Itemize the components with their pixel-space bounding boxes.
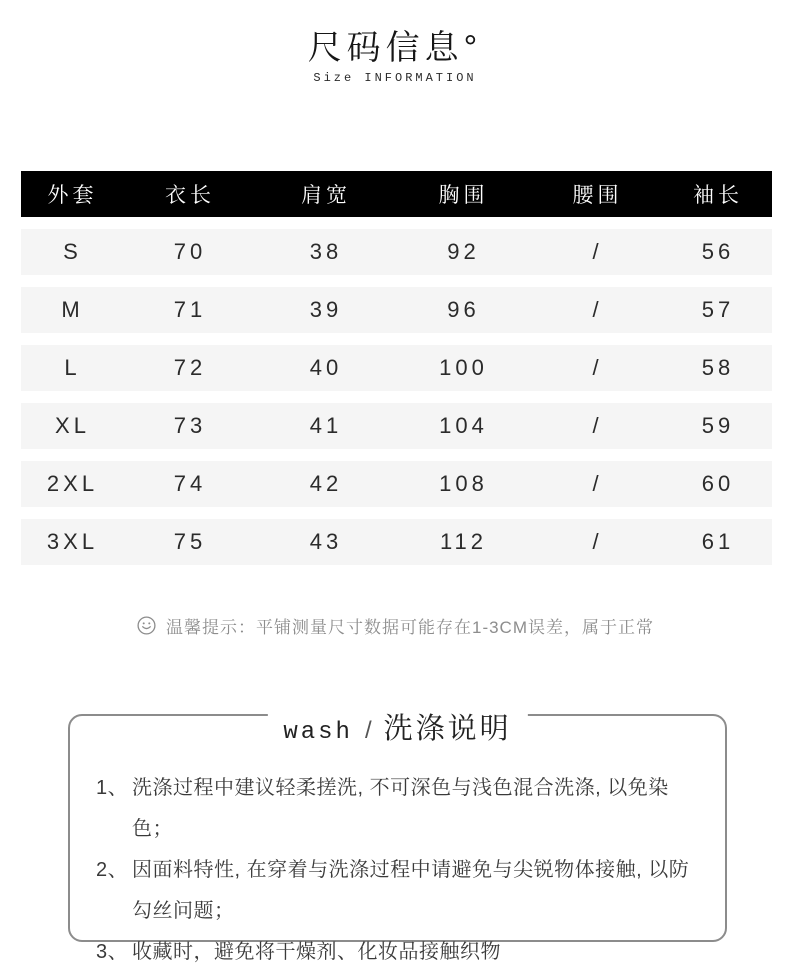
wash-instruction-item (96, 850, 703, 932)
column-header: 袖长 (693, 184, 743, 207)
column-header: 肩宽 (301, 184, 351, 207)
page-subtitle: Size INFORMATION (313, 71, 477, 85)
value-cell: 43 (309, 529, 343, 554)
wash-instruction-item (96, 932, 703, 973)
wash-title (267, 706, 527, 747)
value-cell: 40 (309, 355, 343, 380)
table-body (21, 229, 772, 565)
value-cell: / (592, 471, 603, 496)
value-cell: 73 (173, 413, 207, 438)
value-cell: / (592, 297, 603, 322)
table-row (21, 287, 772, 333)
value-cell: 60 (701, 471, 735, 496)
value-cell: / (592, 413, 603, 438)
value-cell: 57 (701, 297, 735, 322)
table-row (21, 403, 772, 449)
title-block (0, 0, 790, 85)
table-row (21, 229, 772, 275)
wash-instructions-list (70, 716, 725, 973)
value-cell: 108 (439, 471, 488, 496)
wash-title-separator: / (364, 717, 372, 744)
size-cell: 2XL (46, 471, 99, 496)
size-cell: S (63, 239, 82, 264)
column-header: 外套 (47, 184, 98, 207)
wash-instruction-item (96, 768, 703, 850)
column-header: 腰围 (572, 184, 623, 207)
size-cell: L (64, 355, 81, 380)
size-table (21, 171, 772, 565)
value-cell: 59 (701, 413, 735, 438)
value-cell: 75 (173, 529, 207, 554)
measurement-tip-text: 温馨提示：平铺测量尺寸数据可能存在1-3CM误差，属于正常 (165, 618, 654, 637)
value-cell: 100 (439, 355, 488, 380)
measurement-tip (0, 613, 790, 638)
wash-title-zh: 洗涤说明 (383, 713, 512, 745)
value-cell: / (592, 239, 603, 264)
value-cell: 72 (173, 355, 207, 380)
page-title: 尺码信息° (307, 29, 483, 67)
value-cell: 42 (309, 471, 343, 496)
wash-instructions-box (68, 713, 727, 963)
size-cell: 3XL (46, 529, 99, 554)
value-cell: 41 (309, 413, 343, 438)
value-cell: / (592, 355, 603, 380)
value-cell: 38 (309, 239, 343, 264)
smiley-icon (136, 615, 157, 636)
size-cell: M (61, 297, 84, 322)
value-cell: 92 (447, 239, 480, 264)
item-text: 洗涤过程中建议轻柔搓洗, 不可深色与浅色混合洗涤, 以免染色； (132, 777, 669, 840)
column-header: 衣长 (165, 184, 215, 207)
table-row (21, 519, 772, 565)
item-number: 1、 (96, 777, 129, 799)
table-header-row (21, 171, 772, 217)
value-cell: 71 (173, 297, 207, 322)
table-row (21, 345, 772, 391)
item-text: 因面料特性, 在穿着与洗涤过程中请避免与尖锐物体接触, 以防勾丝问题； (132, 859, 690, 922)
value-cell: 39 (309, 297, 343, 322)
value-cell: 74 (173, 471, 207, 496)
table-row (21, 461, 772, 507)
value-cell: 112 (439, 529, 488, 554)
value-cell: 104 (439, 413, 488, 438)
value-cell: 56 (701, 239, 735, 264)
value-cell: 61 (701, 529, 735, 554)
item-text: 收藏时，避免将干燥剂、化妆品接触织物 (132, 941, 501, 963)
value-cell: / (592, 529, 603, 554)
wash-title-en: wash (283, 719, 353, 746)
size-cell: XL (55, 413, 90, 438)
value-cell: 96 (447, 297, 480, 322)
column-header: 胸围 (438, 184, 489, 207)
item-number: 2、 (96, 859, 129, 881)
value-cell: 70 (173, 239, 207, 264)
value-cell: 58 (701, 355, 735, 380)
item-number: 3、 (96, 941, 129, 963)
